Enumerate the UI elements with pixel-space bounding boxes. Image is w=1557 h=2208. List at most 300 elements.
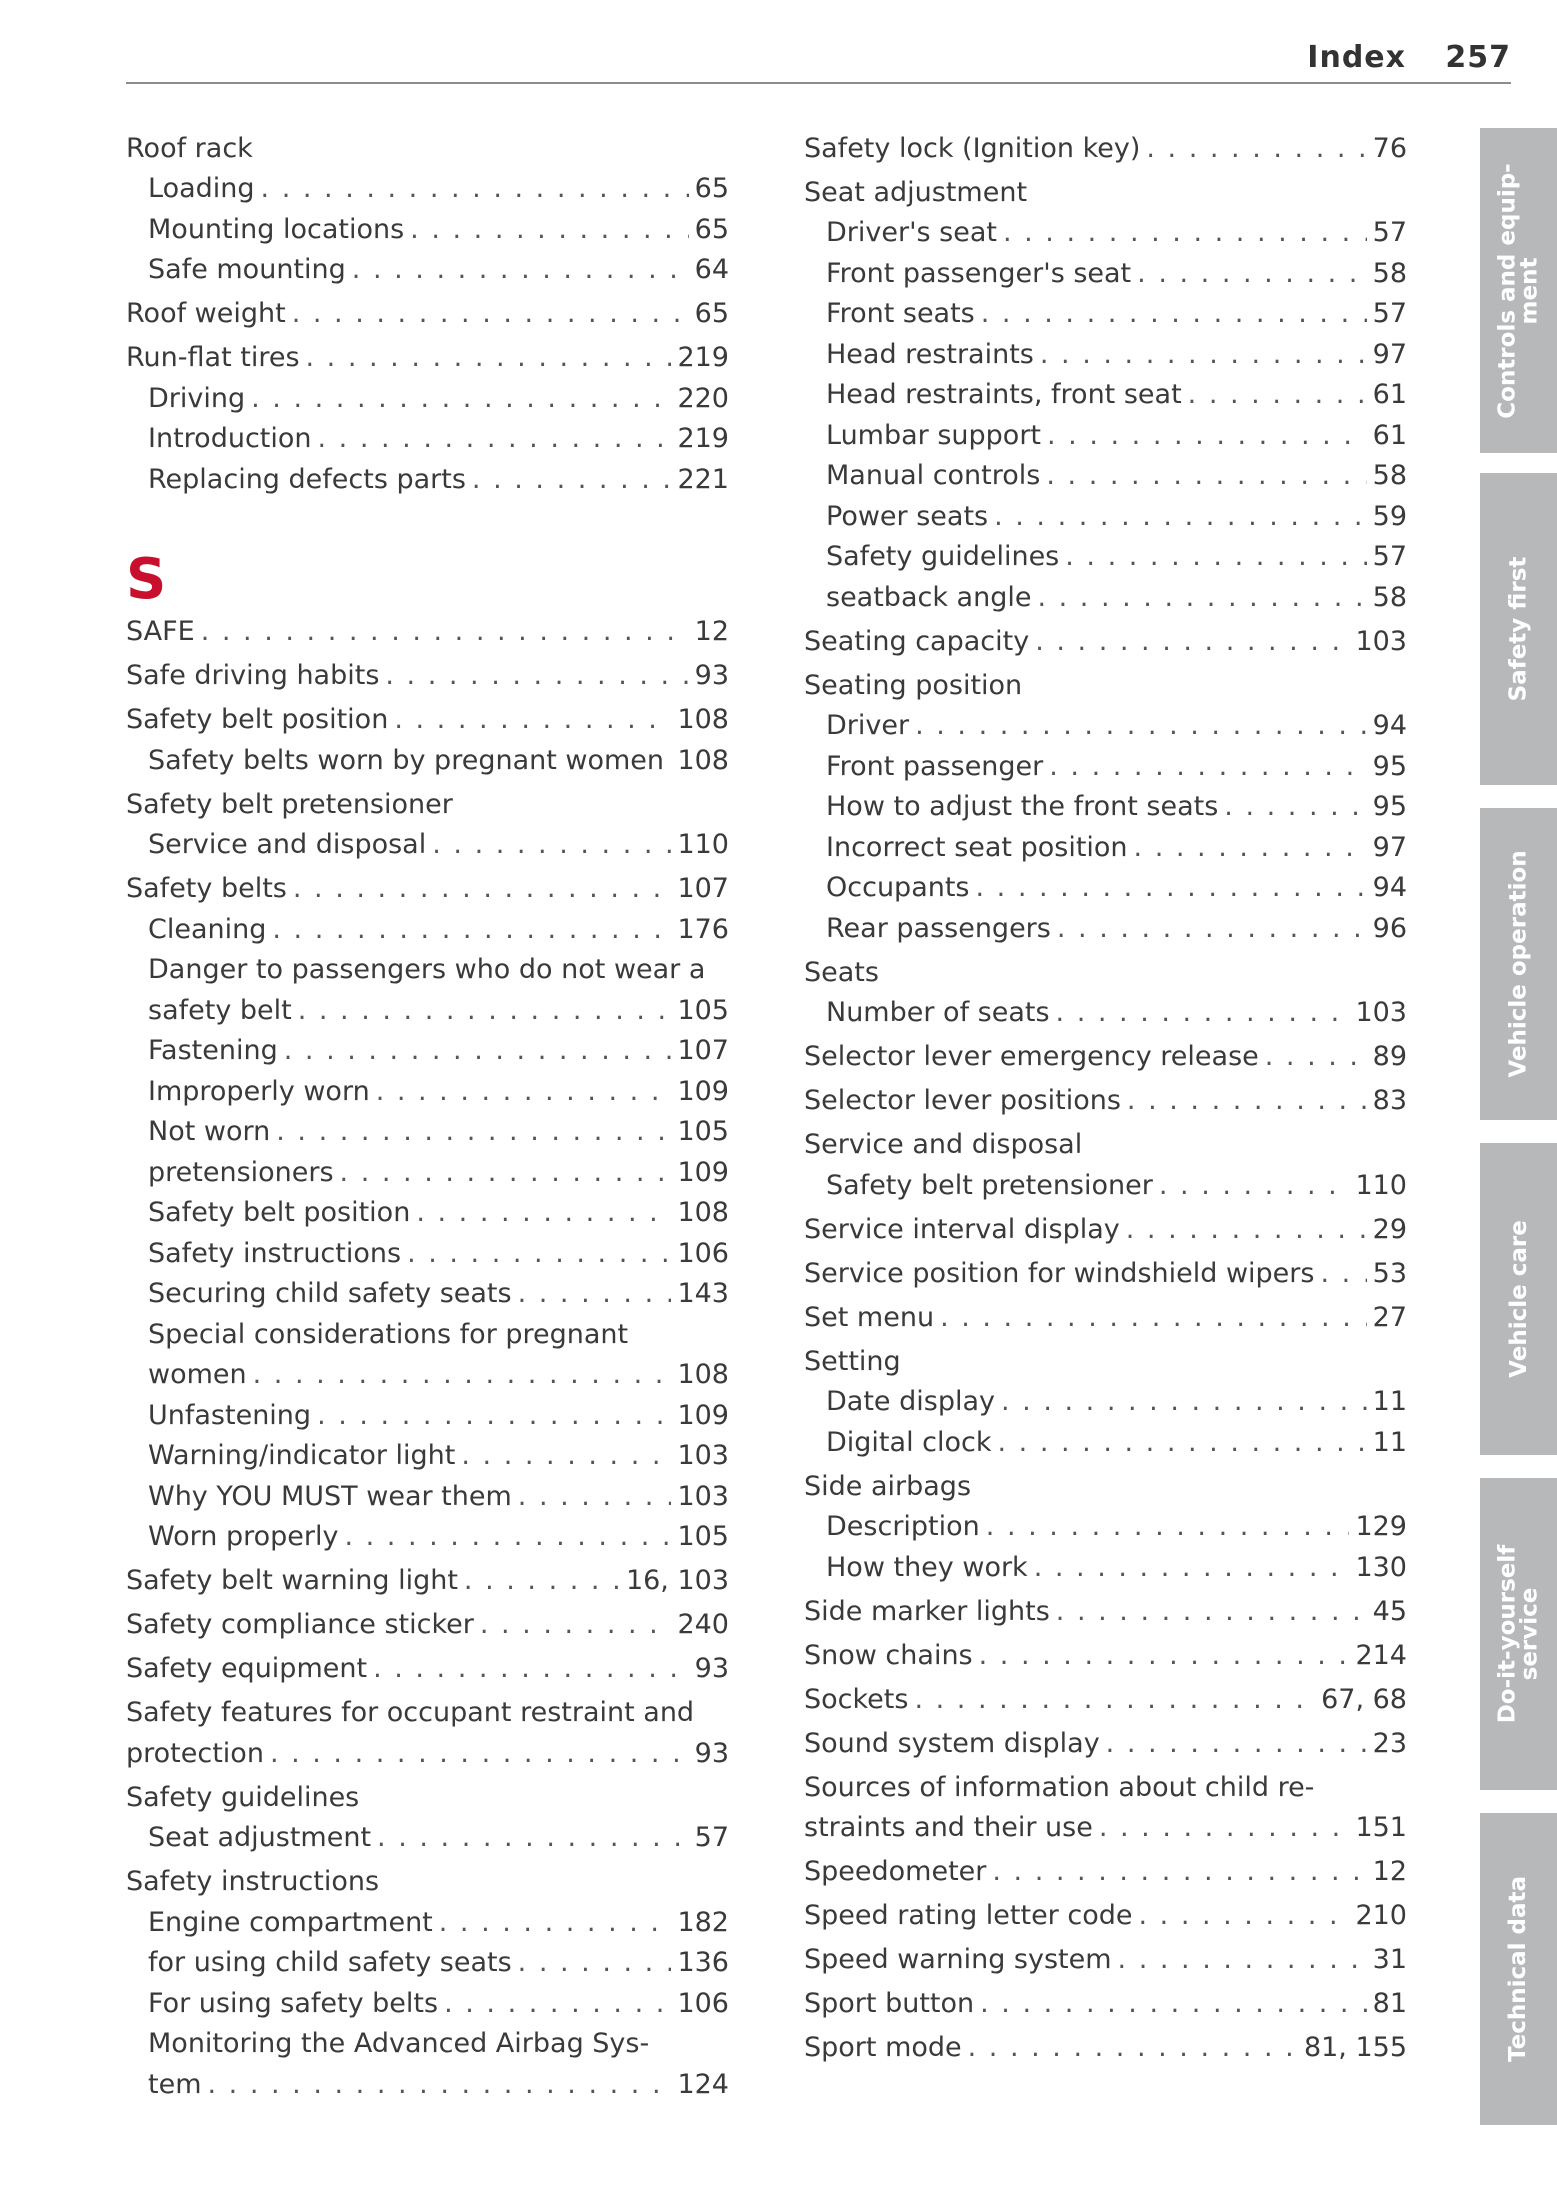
entry-term: Seats	[804, 956, 879, 988]
entry-term: Description	[826, 1511, 980, 1542]
entry-term: seatback angle	[826, 581, 1032, 613]
entry-term: Engine compartment	[148, 1906, 433, 1938]
page-reference[interactable]: 151	[1355, 1812, 1407, 1843]
index-subentry	[804, 537, 1407, 578]
index-subentry	[804, 706, 1407, 747]
page-reference[interactable]: 130	[1355, 1551, 1407, 1583]
page-reference[interactable]: 58	[1372, 460, 1407, 491]
dot-leader	[272, 910, 671, 951]
dot-leader	[1034, 1548, 1350, 1589]
index-entry	[126, 338, 729, 379]
page-reference[interactable]: 95	[1372, 791, 1407, 822]
page-reference[interactable]: 93	[694, 660, 729, 691]
dot-leader	[518, 1274, 672, 1315]
page-reference[interactable]: 219	[677, 423, 729, 454]
dot-leader	[464, 1561, 620, 1602]
page-reference[interactable]: 103	[677, 1480, 729, 1512]
index-subentry	[804, 747, 1407, 788]
index-entry	[804, 1342, 1407, 1383]
dot-leader	[670, 741, 671, 782]
index-entry	[804, 1592, 1407, 1633]
page-reference[interactable]: 103	[677, 1440, 729, 1471]
index-subentry	[126, 460, 729, 501]
dot-leader	[292, 294, 689, 335]
entry-term: Lumbar support	[826, 419, 1042, 451]
entry-term: Why YOU MUST wear them	[148, 1480, 512, 1512]
index-entry	[804, 953, 1407, 994]
page-reference[interactable]: 76	[1372, 132, 1407, 164]
page-reference[interactable]: 11	[1372, 1386, 1407, 1417]
entry-term: Power seats	[826, 500, 989, 532]
entry-term: Safety belt warning light	[126, 1565, 458, 1596]
dot-leader	[1265, 1037, 1367, 1078]
page-reference[interactable]: 108	[677, 704, 729, 735]
section-title: Index	[1307, 40, 1406, 75]
page-reference[interactable]: 12	[694, 616, 729, 647]
entry-term: Driver's seat	[826, 217, 997, 248]
index-entry	[804, 1636, 1407, 1677]
dot-leader	[208, 2065, 672, 2106]
index-entry	[804, 173, 1407, 214]
dot-leader	[979, 1636, 1350, 1677]
page-reference[interactable]: 108	[677, 744, 729, 776]
index-entry	[804, 1896, 1407, 1937]
page-reference[interactable]: 11	[1372, 1426, 1407, 1458]
dot-leader	[1035, 622, 1349, 663]
tab-safety-first[interactable]	[1480, 473, 1557, 785]
dot-leader	[1188, 375, 1367, 416]
tab-label-line: Safety first	[1505, 556, 1532, 702]
page-reference[interactable]: 29	[1372, 1213, 1407, 1245]
index-subentry	[126, 2065, 729, 2106]
index-subentry	[126, 169, 729, 210]
entry-term: Safe mounting	[148, 254, 346, 285]
page-reference[interactable]: 65	[694, 298, 729, 329]
entry-term: Sport button	[804, 1988, 975, 2019]
page-reference[interactable]: 83	[1372, 1085, 1407, 1116]
index-subentry	[126, 1355, 729, 1396]
entry-term: Service position for windshield wipers	[804, 1257, 1315, 1289]
entry-term: Sources of information about child re-	[804, 1771, 1315, 1803]
page-reference[interactable]: 93	[694, 1653, 729, 1684]
index-entry	[804, 666, 1407, 707]
page-reference[interactable]: 57	[694, 1822, 729, 1853]
dot-leader	[986, 1507, 1350, 1548]
page-reference[interactable]: 89	[1372, 1041, 1407, 1072]
dot-leader	[940, 1298, 1367, 1339]
index-letter-heading: S	[126, 547, 167, 612]
index-subentry	[804, 993, 1407, 1034]
entry-term: for using child safety seats	[148, 1947, 512, 1978]
entry-term: Improperly worn	[148, 1075, 370, 1107]
entry-term: women	[148, 1359, 247, 1390]
index-entry	[804, 1254, 1407, 1295]
index-entry	[126, 869, 729, 910]
entry-term: Side airbags	[804, 1470, 972, 1502]
entry-term: Seating capacity	[804, 625, 1030, 657]
index-subentry	[126, 1153, 729, 1194]
page-reference[interactable]: 240	[677, 1609, 729, 1640]
index-entry	[126, 1734, 729, 1775]
page-reference[interactable]: 65	[694, 173, 729, 204]
entry-term: Service and disposal	[148, 829, 427, 860]
index-entry	[126, 1778, 729, 1819]
dot-leader	[1320, 1254, 1366, 1295]
page-reference[interactable]: 105	[677, 994, 729, 1026]
entry-term: Speed warning system	[804, 1944, 1112, 1975]
entry-term: Head restraints	[826, 338, 1034, 370]
entry-term: Safety compliance sticker	[126, 1609, 474, 1640]
index-entry	[804, 1081, 1407, 1122]
entry-term: Safety features for occupant restraint and	[126, 1697, 695, 1728]
page-reference[interactable]: 45	[1372, 1595, 1407, 1627]
page-reference[interactable]: 124	[677, 2068, 729, 2100]
tab-vehicle-care[interactable]	[1480, 1143, 1557, 1455]
entry-term: Safety instructions	[148, 1237, 402, 1269]
dot-leader	[377, 1818, 689, 1859]
page-reference[interactable]: 81, 155	[1303, 2032, 1407, 2063]
dot-leader	[1037, 578, 1366, 619]
entry-term: straints and their use	[804, 1812, 1093, 1843]
page-reference[interactable]: 219	[677, 342, 729, 373]
dot-leader	[432, 825, 671, 866]
entry-term: Not worn	[148, 1116, 271, 1147]
dot-leader	[1137, 254, 1366, 295]
dot-leader	[1040, 335, 1367, 376]
entry-term: Seating position	[804, 669, 1023, 701]
page-reference[interactable]: 105	[677, 1116, 729, 1147]
dot-leader	[461, 1436, 671, 1477]
index-subentry	[126, 991, 729, 1032]
index-column-left	[126, 125, 729, 2105]
dot-leader	[472, 460, 672, 501]
dot-leader	[293, 869, 672, 910]
entry-term: Safety lock (Ignition key)	[804, 132, 1141, 164]
page-reference[interactable]: 97	[1372, 338, 1407, 370]
entry-term: Selector lever positions	[804, 1085, 1121, 1116]
index-entry	[804, 1037, 1407, 1078]
page-reference[interactable]: 109	[677, 1156, 729, 1188]
entry-term: Safety belt pretensioner	[126, 788, 453, 820]
index-subentry	[126, 1477, 729, 1518]
tab-controls-and-equipment[interactable]	[1480, 128, 1557, 453]
index-subentry	[804, 578, 1407, 619]
index-subentry	[804, 456, 1407, 497]
dot-leader	[276, 1112, 671, 1153]
entry-term: Introduction	[148, 423, 312, 454]
page-reference[interactable]: 106	[677, 1237, 729, 1269]
dot-leader	[968, 2028, 1298, 2069]
entry-term: Date display	[826, 1386, 995, 1417]
page-reference[interactable]: 95	[1372, 750, 1407, 782]
tab-label-line: service	[1516, 1587, 1543, 1681]
page-reference[interactable]: 103	[1355, 997, 1407, 1028]
page-reference[interactable]: 67, 68	[1321, 1683, 1407, 1715]
entry-term: How to adjust the front seats	[826, 791, 1219, 822]
entry-term: Front seats	[826, 298, 975, 329]
index-subentry	[804, 1423, 1407, 1464]
dot-leader	[1049, 747, 1366, 788]
index-entry	[126, 294, 729, 335]
entry-term: Digital clock	[826, 1426, 992, 1458]
page-reference[interactable]: 129	[1355, 1511, 1407, 1542]
index-subentry	[804, 1507, 1407, 1548]
entry-term: Snow chains	[804, 1639, 973, 1671]
index-subentry	[126, 1436, 729, 1477]
page-reference[interactable]: 61	[1372, 419, 1407, 451]
dot-leader	[439, 1903, 672, 1944]
entry-term: Safety instructions	[126, 1866, 380, 1897]
page-reference[interactable]: 31	[1372, 1944, 1407, 1975]
index-entry	[804, 1852, 1407, 1893]
index-entry	[126, 785, 729, 826]
index-subentry	[126, 1984, 729, 2025]
dot-leader	[1159, 1166, 1350, 1207]
dot-leader	[1106, 1724, 1367, 1765]
entry-term: Service interval display	[804, 1213, 1120, 1245]
page-reference[interactable]: 221	[677, 463, 729, 495]
index-entry	[804, 1298, 1407, 1339]
dot-leader	[914, 1680, 1315, 1721]
index-entry	[126, 1649, 729, 1690]
entry-term: Run-flat tires	[126, 342, 300, 373]
tab-label-line: ment	[1516, 257, 1543, 324]
page-reference[interactable]: 108	[677, 1359, 729, 1390]
entry-term: Safety belt position	[126, 704, 389, 735]
entry-term: Occupants	[826, 872, 970, 903]
index-entry	[126, 129, 729, 170]
entry-term: Service and disposal	[804, 1129, 1083, 1160]
entry-term: Safe driving habits	[126, 660, 380, 691]
index-subentry	[126, 1903, 729, 1944]
dot-leader	[976, 868, 1367, 909]
entry-term: Set menu	[804, 1301, 935, 1333]
index-entry	[126, 612, 729, 653]
entry-term: Roof rack	[126, 132, 253, 164]
page-reference[interactable]: 210	[1355, 1900, 1407, 1931]
index-entry	[126, 1862, 729, 1903]
index-subentry	[126, 910, 729, 951]
dot-leader	[1134, 828, 1367, 869]
entry-term: Seat adjustment	[148, 1822, 372, 1853]
entry-term: Worn properly	[148, 1521, 339, 1552]
page-reference[interactable]: 27	[1372, 1301, 1407, 1333]
dot-leader	[1138, 1896, 1349, 1937]
page-reference[interactable]: 57	[1372, 541, 1407, 572]
page-reference[interactable]: 64	[694, 254, 729, 285]
page-reference[interactable]: 108	[677, 1197, 729, 1228]
entry-term: Rear passengers	[826, 912, 1051, 944]
entry-term: Driving	[148, 382, 246, 414]
dot-leader	[1046, 456, 1366, 497]
page-reference[interactable]: 57	[1372, 298, 1407, 329]
dot-leader	[416, 1193, 671, 1234]
dot-leader	[318, 419, 672, 460]
index-entry	[804, 1125, 1407, 1166]
entry-term: Warning/indicator light	[148, 1440, 456, 1471]
index-subentry	[804, 375, 1407, 416]
page-reference[interactable]: 103	[1355, 625, 1407, 657]
index-subentry	[126, 1072, 729, 1113]
page-reference[interactable]: 53	[1372, 1257, 1407, 1289]
page-reference[interactable]: 110	[1355, 1169, 1407, 1201]
entry-term: Front passenger's seat	[826, 257, 1132, 289]
entry-term: Roof weight	[126, 298, 286, 329]
entry-term: Loading	[148, 173, 255, 204]
index-subentry	[804, 1166, 1407, 1207]
index-entry	[804, 1210, 1407, 1251]
page-reference[interactable]: 65	[694, 213, 729, 245]
index-subentry	[804, 1382, 1407, 1423]
index-subentry	[126, 825, 729, 866]
entry-term: Number of seats	[826, 997, 1050, 1028]
index-entry	[126, 1561, 729, 1602]
index-subentry	[126, 1396, 729, 1437]
dot-leader	[251, 379, 671, 420]
page-reference[interactable]: 106	[677, 1987, 729, 2019]
page-reference[interactable]: 97	[1372, 831, 1407, 863]
page-reference[interactable]: 143	[677, 1278, 729, 1309]
page-reference[interactable]: 81	[1372, 1988, 1407, 2019]
dot-leader	[298, 991, 672, 1032]
index-entry	[804, 1768, 1407, 1809]
page-header	[126, 40, 1511, 84]
index-subentry	[804, 254, 1407, 295]
dot-leader	[394, 700, 671, 741]
page-reference[interactable]: 136	[677, 1947, 729, 1978]
entry-term: pretensioners	[148, 1156, 334, 1188]
index-subentry	[126, 1274, 729, 1315]
tab-label-line: Controls and equip-	[1494, 162, 1521, 419]
index-subentry	[126, 1193, 729, 1234]
index-entry	[804, 1984, 1407, 2025]
index-entry	[804, 1724, 1407, 1765]
entry-term: Speed rating letter code	[804, 1900, 1133, 1931]
dot-leader	[994, 497, 1367, 538]
index-entry	[804, 129, 1407, 170]
dot-leader	[1001, 1382, 1367, 1423]
dot-leader	[518, 1943, 672, 1984]
entry-term: Safety guidelines	[826, 541, 1060, 572]
page-reference[interactable]: 59	[1372, 500, 1407, 532]
dot-leader	[407, 1234, 671, 1275]
dot-leader	[284, 1031, 672, 1072]
page-reference[interactable]: 220	[677, 382, 729, 414]
entry-term: Selector lever emergency release	[804, 1041, 1259, 1072]
index-entry	[804, 1808, 1407, 1849]
page-reference[interactable]: 182	[677, 1906, 729, 1938]
entry-term: Safety belt pretensioner	[826, 1169, 1153, 1201]
page-reference[interactable]: 16, 103	[625, 1565, 729, 1596]
page-reference[interactable]: 58	[1372, 257, 1407, 289]
page-reference[interactable]: 214	[1355, 1639, 1407, 1671]
dot-leader	[385, 656, 688, 697]
tab-do-it-yourself-service[interactable]	[1480, 1478, 1557, 1790]
index-subentry	[804, 213, 1407, 254]
entry-term: Sport mode	[804, 2032, 962, 2063]
page-reference[interactable]: 107	[677, 873, 729, 904]
tab-technical-data[interactable]	[1480, 1813, 1557, 2125]
index-entry	[804, 1680, 1407, 1721]
entry-term: For using safety belts	[148, 1987, 439, 2019]
dot-leader	[915, 706, 1367, 747]
dot-leader	[1065, 537, 1366, 578]
page-reference[interactable]: 176	[677, 913, 729, 945]
entry-term: Speedometer	[804, 1856, 987, 1887]
index-subentry	[804, 909, 1407, 950]
dot-leader	[998, 1423, 1367, 1464]
page-reference[interactable]: 107	[677, 1035, 729, 1066]
page-reference[interactable]: 96	[1372, 912, 1407, 944]
dot-leader	[1127, 1081, 1367, 1122]
index-entry	[804, 2028, 1407, 2069]
entry-term: Incorrect seat position	[826, 831, 1128, 863]
page-reference[interactable]: 105	[677, 1521, 729, 1552]
dot-leader	[1099, 1808, 1350, 1849]
index-entry	[804, 1940, 1407, 1981]
entry-term: Monitoring the Advanced Airbag Sys-	[148, 2028, 650, 2059]
page-reference[interactable]: 93	[694, 1737, 729, 1769]
tab-vehicle-operation[interactable]	[1480, 808, 1557, 1120]
entry-term: Mounting locations	[148, 213, 405, 245]
index-subentry	[126, 250, 729, 291]
entry-term: Special considerations for pregnant	[148, 1318, 629, 1350]
page-reference[interactable]: 58	[1372, 581, 1407, 613]
index-subentry	[126, 1112, 729, 1153]
page-reference[interactable]: 61	[1372, 379, 1407, 410]
page-reference[interactable]: 110	[677, 829, 729, 860]
entry-term: Front passenger	[826, 750, 1044, 782]
index-subentry	[126, 210, 729, 251]
index-subentry	[126, 2024, 729, 2065]
page-number: 257	[1445, 40, 1511, 75]
tab-label-line: Do-it-yourself	[1494, 1544, 1521, 1724]
index-subentry	[804, 868, 1407, 909]
page-reference[interactable]: 57	[1372, 217, 1407, 248]
dot-leader	[1003, 213, 1367, 254]
dot-leader	[306, 338, 672, 379]
entry-term: Unfastening	[148, 1399, 312, 1431]
index-subentry	[126, 1943, 729, 1984]
entry-term: Cleaning	[148, 913, 267, 945]
index-subentry	[126, 419, 729, 460]
dot-leader	[992, 1852, 1366, 1893]
index-subentry	[804, 828, 1407, 869]
index-subentry	[126, 1315, 729, 1356]
entry-term: Safety belt position	[148, 1197, 411, 1228]
tab-label-line: Vehicle operation	[1505, 850, 1532, 1078]
index-subentry	[126, 741, 729, 782]
dot-leader	[1118, 1940, 1367, 1981]
page-reference[interactable]: 12	[1372, 1856, 1407, 1887]
entry-term: Danger to passengers who do not wear a	[148, 954, 706, 985]
dot-leader	[1056, 1592, 1367, 1633]
dot-leader	[444, 1984, 671, 2025]
dot-leader	[253, 1355, 672, 1396]
dot-leader	[201, 612, 689, 653]
page-reference[interactable]: 94	[1372, 710, 1407, 741]
page-reference[interactable]: 109	[677, 1399, 729, 1431]
entry-term: Setting	[804, 1345, 901, 1377]
entry-term: Manual controls	[826, 460, 1041, 491]
entry-term: Head restraints, front seat	[826, 379, 1182, 410]
index-subentry	[126, 1031, 729, 1072]
page-reference[interactable]: 23	[1372, 1727, 1407, 1759]
dot-leader	[344, 1517, 671, 1558]
tab-label-line: Technical data	[1505, 1875, 1532, 2063]
page-reference[interactable]: 94	[1372, 872, 1407, 903]
page-reference[interactable]: 109	[677, 1075, 729, 1107]
